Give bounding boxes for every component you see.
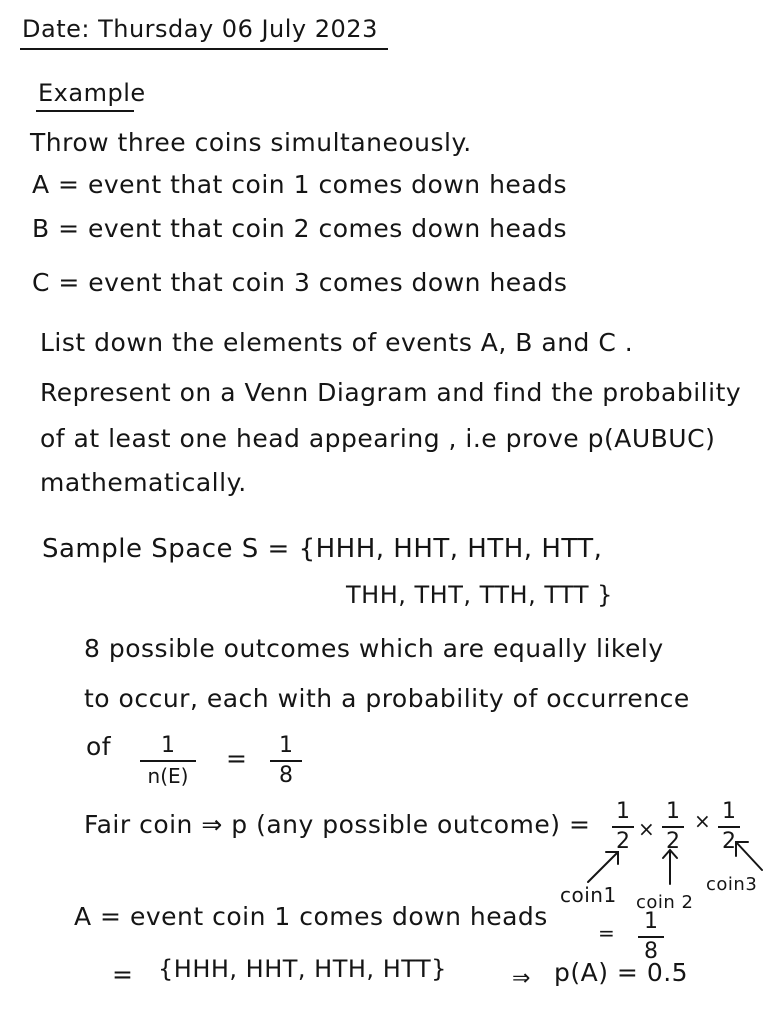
fraction-numerator: 1 (616, 799, 630, 824)
date-header: Date: Thursday 06 July 2023 (22, 15, 378, 43)
coin2-label: coin 2 (636, 892, 694, 913)
outcomes-line-2: to occur, each with a probability of occurrence (84, 684, 690, 713)
coin3-label: coin3 (706, 874, 758, 895)
problem-line-1: Throw three coins simultaneously. (30, 128, 472, 157)
outcomes-of-label: of (86, 732, 112, 761)
problem-line-4: C = event that coin 3 comes down heads (32, 268, 568, 297)
fraction-bar (140, 760, 196, 762)
sample-space-continuation: THH, THT, TTH, TTT } (346, 581, 613, 609)
fraction-bar (270, 760, 302, 762)
fraction-one-over-eight-result (638, 910, 664, 964)
problem-line-8: mathematically. (40, 468, 247, 497)
problem-line-2: A = event that coin 1 comes down heads (32, 170, 568, 199)
fraction-numerator: 1 (722, 799, 736, 824)
event-a-set: {HHH, HHT, HTH, HTT} (158, 955, 447, 983)
fraction-denominator: n(E) (147, 764, 189, 788)
times-sign-2: × (694, 809, 712, 833)
fraction-bar (612, 826, 634, 828)
result-equals: = (598, 921, 616, 945)
fraction-bar (718, 826, 740, 828)
fraction-denominator: 2 (666, 829, 680, 854)
event-a-equals: = (112, 960, 134, 989)
fraction-denominator: 8 (279, 763, 293, 788)
sample-space-line: Sample Space S = {HHH, HHT, HTH, HTT, (42, 534, 603, 564)
date-underline (20, 48, 388, 50)
coin1-label: coin1 (560, 883, 617, 907)
times-sign-1: × (638, 817, 656, 841)
outcomes-line-1: 8 possible outcomes which are equally likely (84, 634, 664, 663)
problem-line-6: Represent on a Venn Diagram and find the probability (40, 378, 742, 407)
fraction-numerator: 1 (279, 733, 293, 758)
fraction-numerator: 1 (644, 909, 658, 934)
fraction-denominator: 2 (616, 829, 630, 854)
fraction-one-over-ne (140, 734, 196, 788)
fraction-numerator: 1 (161, 733, 175, 758)
fraction-one-over-eight (270, 734, 302, 788)
problem-line-7: of at least one head appearing , i.e prove p(AUBUC) (40, 424, 716, 453)
fraction-bar (662, 826, 684, 828)
fair-coin-line: Fair coin ⇒ p (any possible outcome) = (84, 810, 591, 839)
event-a-line-1: A = event coin 1 comes down heads (74, 902, 548, 931)
problem-line-5: List down the elements of events A, B and C . (40, 328, 634, 357)
fraction-numerator: 1 (666, 799, 680, 824)
implies-symbol: ⇒ (512, 966, 531, 991)
arrow-coin2-icon (660, 846, 680, 886)
probability-a-result: p(A) = 0.5 (554, 958, 689, 987)
problem-line-3: B = event that coin 2 comes down heads (32, 214, 568, 243)
fraction-denominator: 8 (644, 939, 658, 964)
fraction-denominator: 2 (722, 829, 736, 854)
example-title: Example (38, 79, 146, 107)
fraction-bar (638, 936, 664, 938)
example-underline (36, 110, 134, 112)
outcomes-equals: = (226, 744, 248, 773)
